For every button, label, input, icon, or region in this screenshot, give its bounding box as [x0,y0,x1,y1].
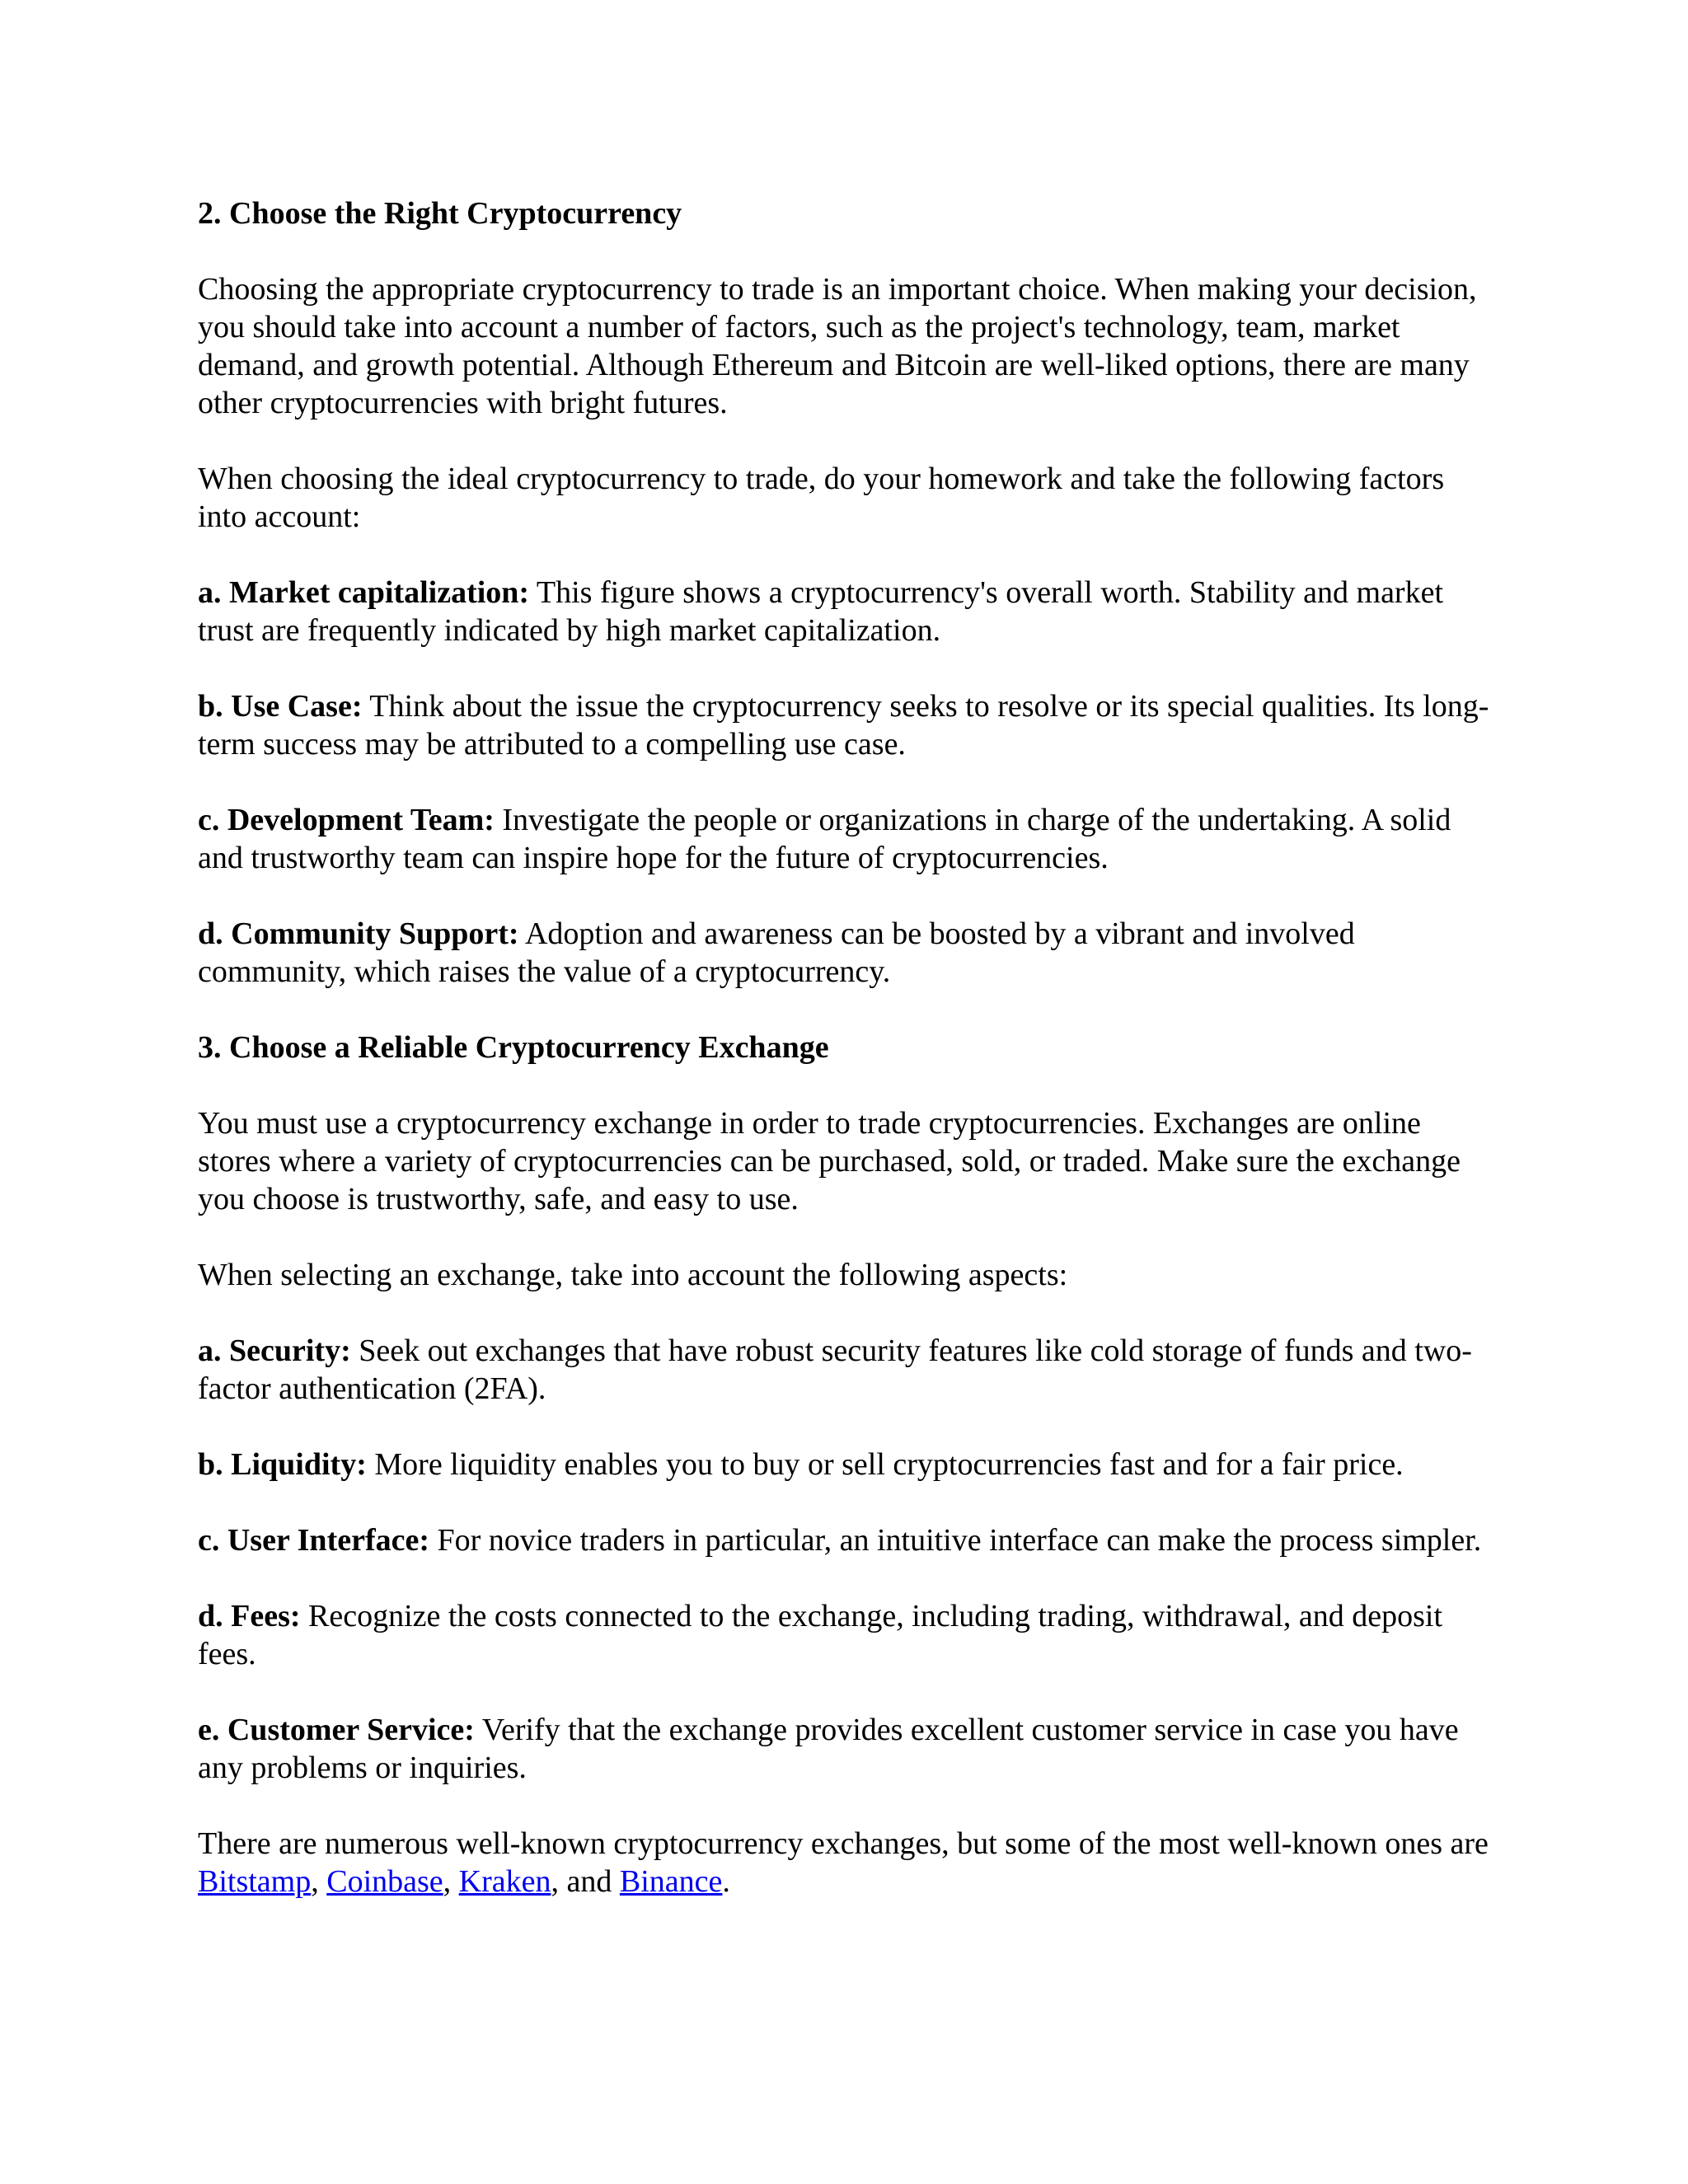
factor-term: c. Development Team: [198,803,495,837]
link-bitstamp[interactable]: Bitstamp [198,1864,312,1899]
aspect-customer-service [198,1711,1500,1787]
closing-prefix: There are numerous well-known cryptocurrency exchanges, but some of the most well-known ones are [198,1826,1489,1861]
closing-separator: , [311,1864,327,1899]
factor-term: a. Market capitalization: [198,575,530,610]
closing-suffix: . [722,1864,730,1899]
section-2-intro: Choosing the appropriate cryptocurrency to trade is an important choice. When making your decision, you should take into account a number of factors, such as the project's technology, team, market demand, and growth potential. Although Ethereum and Bitcoin are well-liked options, there are many other cryptocurrencies with bright futures. [198,272,1477,420]
factor-development-team [198,801,1500,877]
aspect-term: b. Liquidity: [198,1447,367,1482]
section-2-lead: When choosing the ideal cryptocurrency to trade, do your homework and take the following factors into account: [198,462,1445,534]
aspect-security [198,1332,1500,1408]
section-3-closing [198,1825,1500,1900]
section-3-intro: You must use a cryptocurrency exchange in order to trade cryptocurrencies. Exchanges are online stores where a variety of cryptocurrencies can be purchased, sold, or traded. Make sure the exchange you choose is trustworthy, safe, and easy to use. [198,1106,1461,1216]
factor-term: b. Use Case: [198,689,363,724]
aspect-text: For novice traders in particular, an intuitive interface can make the process simpler. [429,1523,1482,1558]
factor-text: Investigate the people or organizations in charge of the undertaking. A solid and trustworthy team can inspire hope for the future of cryptocurrencies. [198,803,1451,875]
aspect-text: Recognize the costs connected to the exchange, including trading, withdrawal, and deposit fees. [198,1599,1443,1671]
factor-market-capitalization [198,574,1500,649]
section-3-lead: When selecting an exchange, take into account the following aspects: [198,1258,1068,1292]
aspect-liquidity [198,1446,1500,1483]
aspect-term: c. User Interface: [198,1523,429,1558]
aspect-term: e. Customer Service: [198,1713,475,1747]
link-coinbase[interactable]: Coinbase [326,1864,443,1899]
factor-community-support [198,915,1500,991]
aspect-text: Verify that the exchange provides excellent customer service in case you have any problems or inquiries. [198,1713,1459,1785]
factor-use-case [198,687,1500,763]
aspect-term: d. Fees: [198,1599,301,1633]
section-2-heading: 2. Choose the Right Cryptocurrency [198,196,682,231]
aspect-fees [198,1597,1500,1673]
link-kraken[interactable]: Kraken [458,1864,551,1899]
factor-term: d. Community Support: [198,916,519,951]
aspect-text: More liquidity enables you to buy or sell cryptocurrencies fast and for a fair price. [366,1447,1404,1482]
document-page [198,194,1500,1938]
section-3-heading: 3. Choose a Reliable Cryptocurrency Exchange [198,1030,829,1065]
closing-separator: , and [551,1864,620,1899]
closing-separator: , [443,1864,459,1899]
factor-text: Adoption and awareness can be boosted by a vibrant and involved community, which raises the value of a cryptocurrency. [198,916,1355,989]
aspect-user-interface [198,1521,1500,1559]
aspect-text: Seek out exchanges that have robust security features like cold storage of funds and two-factor authentication (2FA). [198,1333,1472,1406]
aspect-term: a. Security: [198,1333,351,1368]
link-binance[interactable]: Binance [619,1864,723,1899]
factor-text: This figure shows a cryptocurrency's overall worth. Stability and market trust are frequently indicated by high market capitalization. [198,575,1444,648]
factor-text: Think about the issue the cryptocurrency seeks to resolve or its special qualities. Its long-term success may be attributed to a compelling use case. [198,689,1489,762]
